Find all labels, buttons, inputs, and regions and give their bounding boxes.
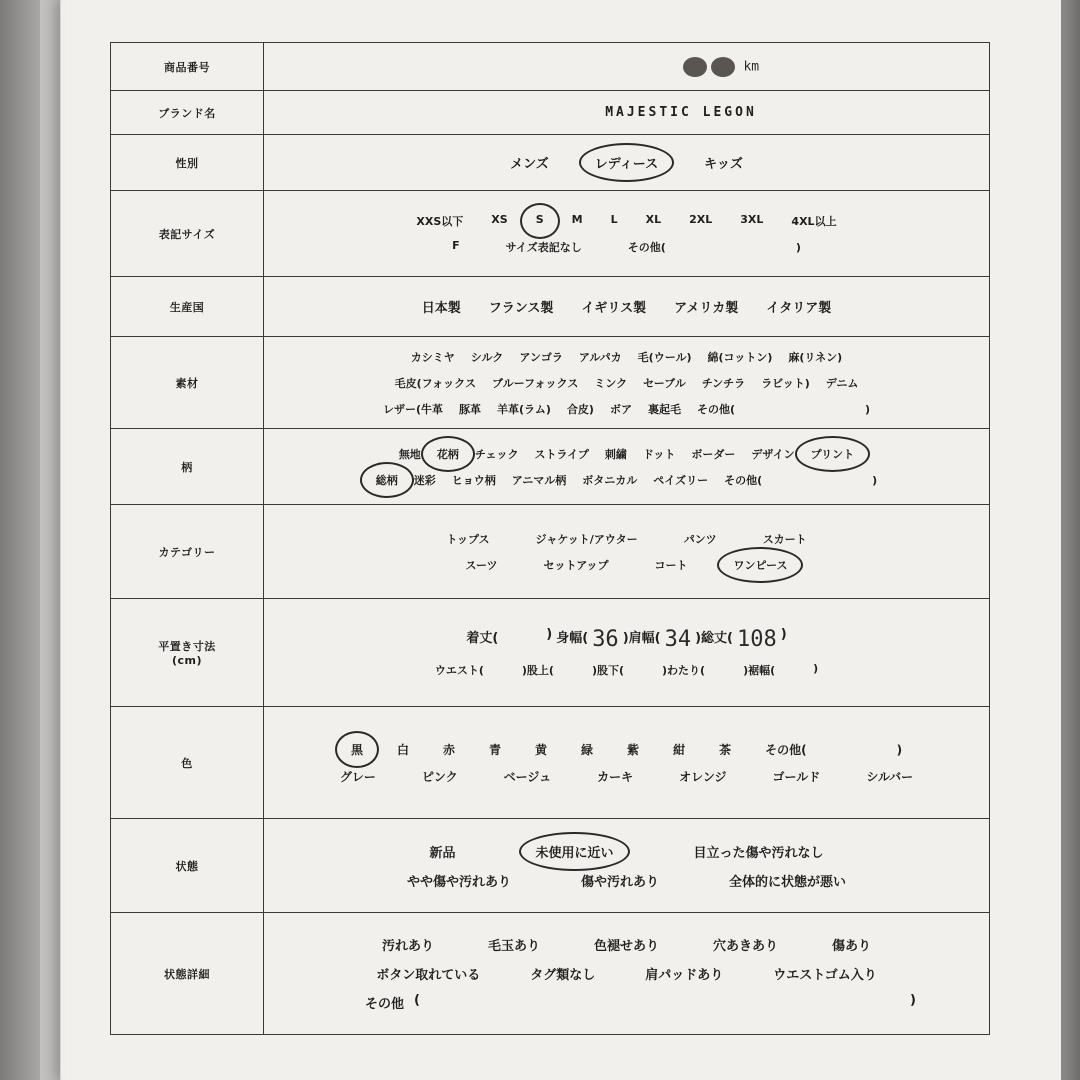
- pattern-option-selected: 総柄: [375, 473, 398, 487]
- category-option: スカート: [762, 532, 807, 546]
- size-option: M: [571, 212, 583, 226]
- color-line-1: [265, 741, 988, 758]
- other-close: ): [865, 402, 871, 416]
- measure-line-1: [265, 627, 988, 652]
- label-item-no: 商品番号: [111, 43, 264, 91]
- country-option: イタリア製: [766, 301, 832, 316]
- pattern-option-other: [724, 472, 877, 488]
- color-option: 緑: [581, 742, 594, 757]
- size-option: XXS以下: [416, 214, 464, 228]
- label-condition: 状態: [111, 819, 264, 913]
- material-option: シルク: [470, 350, 504, 364]
- sleeve-edge: [40, 0, 70, 1080]
- material-line-3: [265, 401, 988, 417]
- detail-option: 毛玉あり: [487, 939, 540, 954]
- category-options: [264, 505, 990, 599]
- category-option: ジャケット/アウター: [535, 532, 638, 546]
- material-option: ラビット): [761, 376, 810, 390]
- sotake-label: )総丈(: [695, 631, 733, 646]
- row-condition: [111, 819, 990, 913]
- size-option: 3XL: [740, 212, 764, 226]
- condition-detail-options: [264, 913, 990, 1035]
- pattern-option: 刺繍: [604, 447, 627, 461]
- pattern-line-1: [265, 446, 988, 462]
- condition-option: やや傷や汚れあり: [406, 874, 511, 890]
- other-open: その他(: [627, 240, 666, 254]
- detail-option: 色褪せあり: [593, 939, 659, 954]
- label-condition-detail: 状態詳細: [111, 913, 264, 1035]
- row-category: [111, 505, 990, 599]
- pattern-option: ボタニカル: [582, 473, 638, 487]
- pattern-option: チェック: [474, 447, 519, 461]
- material-option: 綿(コットン): [707, 350, 773, 364]
- gender-options: [264, 135, 990, 191]
- pattern-option: ドット: [642, 447, 676, 461]
- country-option: イギリス製: [581, 301, 647, 316]
- pattern-option: アニマル柄: [511, 473, 567, 487]
- detail-line-1: [265, 935, 988, 954]
- measure-field: )わたり(: [662, 664, 706, 677]
- color-option: グレー: [339, 769, 376, 784]
- condition-option: 新品: [429, 845, 456, 861]
- country-options: [264, 277, 990, 337]
- material-option: 羊革(ラム): [496, 402, 551, 416]
- kitake-label: 着丈(: [466, 631, 499, 646]
- detail-option: 穴あきあり: [713, 939, 779, 954]
- kitake-close: ): [546, 627, 553, 642]
- condition-option: 目立った傷や汚れなし: [693, 845, 824, 861]
- size-option: L: [610, 212, 618, 226]
- gender-line: [265, 153, 988, 172]
- material-option: レザー(牛革: [382, 402, 443, 416]
- category-option: コート: [654, 558, 688, 572]
- mihaba-label: 身幅(: [556, 631, 589, 646]
- size-option: サイズ表記なし: [505, 240, 582, 254]
- color-option: 白: [396, 742, 409, 757]
- detail-option: 汚れあり: [381, 939, 434, 954]
- material-option: デニム: [825, 376, 859, 390]
- material-option: 裏起毛: [647, 402, 681, 416]
- condition-options: [264, 819, 990, 913]
- measure-close: ): [780, 627, 787, 642]
- color-option-other: [765, 741, 902, 758]
- other-close: ): [896, 742, 903, 757]
- country-option: フランス製: [488, 301, 554, 316]
- pattern-option-selected: プリント: [810, 447, 855, 461]
- material-option: 毛皮(フォックス: [394, 376, 477, 390]
- material-option: カシミヤ: [410, 350, 455, 364]
- size-option-selected: S: [536, 213, 544, 229]
- color-option: ゴールド: [772, 769, 821, 784]
- sotake-value: 108: [736, 627, 777, 652]
- size-option: 4XL以上: [791, 214, 837, 228]
- color-option: 青: [488, 742, 501, 757]
- smudge-mark: [683, 57, 707, 77]
- mihaba-value: 36: [592, 627, 619, 652]
- category-line-2: [265, 557, 988, 573]
- measure-field: ウエスト(: [434, 664, 484, 677]
- other-open: その他(: [724, 473, 763, 487]
- color-option: ベージュ: [503, 769, 552, 784]
- gender-option: メンズ: [510, 157, 549, 172]
- detail-line-3: [265, 993, 988, 1012]
- pattern-option-selected: 花柄: [436, 447, 459, 461]
- katahaba-value: 34: [664, 627, 692, 652]
- label-pattern: 柄: [111, 429, 264, 505]
- row-item-no: [111, 43, 990, 91]
- material-option: セーブル: [643, 376, 686, 390]
- measure-line-2: [265, 662, 988, 678]
- material-option: 合皮): [566, 402, 594, 416]
- gender-option-selected: レディース: [595, 153, 658, 172]
- pattern-option: ペイズリー: [653, 473, 709, 487]
- other-close: ): [795, 240, 801, 254]
- size-option: XL: [645, 212, 662, 226]
- label-material: 素材: [111, 337, 264, 429]
- row-size: [111, 191, 990, 277]
- brand-value: MAJESTIC LEGON: [264, 91, 990, 135]
- detail-option: ボタン取れている: [376, 968, 481, 983]
- color-option: シルバー: [866, 769, 914, 784]
- material-option: 毛(ウール): [637, 350, 692, 364]
- row-material: [111, 337, 990, 429]
- material-options: [264, 337, 990, 429]
- pattern-option: ボーダー: [691, 447, 736, 461]
- label-measure: [111, 599, 264, 707]
- detail-option-other: その他: [365, 997, 405, 1012]
- measure-label: 平置き寸法: [158, 640, 216, 653]
- smudge-mark: [711, 57, 735, 77]
- material-option: 豚革: [458, 402, 481, 416]
- category-line-1: [265, 531, 988, 547]
- label-category: カテゴリー: [111, 505, 264, 599]
- color-option: 紺: [673, 742, 686, 757]
- other-open: その他(: [696, 402, 735, 416]
- other-open: (: [414, 993, 420, 1008]
- condition-option-selected: 未使用に近い: [535, 842, 613, 861]
- other-close: ): [872, 473, 878, 487]
- country-option: アメリカ製: [674, 301, 739, 316]
- form-table: [110, 42, 990, 1035]
- item-form: [110, 42, 990, 1034]
- color-option: 赤: [442, 742, 455, 757]
- row-brand: [111, 91, 990, 135]
- pattern-option: デザイン: [751, 447, 795, 461]
- label-size: 表記サイズ: [111, 191, 264, 277]
- color-option: 茶: [719, 742, 732, 757]
- color-option-selected: 黒: [350, 742, 363, 757]
- pattern-line-2: [265, 472, 988, 488]
- material-option: アルパカ: [578, 350, 622, 364]
- material-option-other: [697, 401, 870, 417]
- material-line-2: [265, 375, 988, 391]
- material-option: 麻(リネン): [788, 350, 843, 364]
- size-option: XS: [491, 212, 508, 226]
- pattern-options: [264, 429, 990, 505]
- category-option-selected: ワンピース: [733, 558, 788, 572]
- pattern-option: 迷彩: [413, 473, 436, 487]
- size-option: 2XL: [689, 212, 713, 226]
- measure-field: )股上(: [521, 664, 554, 677]
- color-line-2: [265, 768, 988, 785]
- condition-line-1: [265, 842, 988, 861]
- measure-unit: (cm): [171, 654, 203, 667]
- material-option: チンチラ: [701, 376, 746, 390]
- label-brand: ブランド名: [111, 91, 264, 135]
- item-no-value: [264, 43, 990, 91]
- size-options: [264, 191, 990, 277]
- category-option: セットアップ: [543, 558, 609, 572]
- row-pattern: [111, 429, 990, 505]
- material-line-1: [265, 349, 988, 365]
- color-options: [264, 707, 990, 819]
- color-option: オレンジ: [679, 769, 727, 784]
- country-line: [265, 297, 988, 316]
- pattern-option: 無地: [398, 447, 421, 461]
- category-option: パンツ: [683, 532, 717, 546]
- detail-option: 肩パッドあり: [645, 968, 724, 983]
- size-line-2: [265, 239, 988, 255]
- detail-line-2: [265, 964, 988, 983]
- detail-option: タグ類なし: [530, 968, 596, 983]
- size-line-1: [265, 213, 988, 229]
- katahaba-label: )肩幅(: [622, 631, 661, 646]
- measure-field: )裾幅(: [743, 664, 776, 677]
- other-open: その他(: [765, 742, 807, 757]
- category-option: スーツ: [465, 558, 498, 572]
- material-option: ボア: [609, 402, 632, 416]
- size-option: F: [452, 238, 460, 252]
- row-country: [111, 277, 990, 337]
- other-close: ): [909, 993, 916, 1008]
- label-color: 色: [111, 707, 264, 819]
- measure-values: [264, 599, 990, 707]
- gender-option: キッズ: [704, 157, 743, 172]
- detail-option: ウエストゴム入り: [773, 968, 877, 983]
- country-option: 日本製: [421, 301, 461, 316]
- detail-option: 傷あり: [832, 939, 872, 954]
- category-option: トップス: [446, 532, 490, 546]
- pattern-option: ヒョウ柄: [451, 473, 496, 487]
- row-color: [111, 707, 990, 819]
- color-option: 黄: [535, 742, 548, 757]
- item-no-text: km: [743, 59, 760, 74]
- material-option: ブルーフォックス: [492, 376, 579, 390]
- color-option: カーキ: [597, 769, 634, 784]
- row-measure: [111, 599, 990, 707]
- color-option: 紫: [627, 742, 640, 757]
- condition-option: 傷や汚れあり: [580, 874, 659, 890]
- measure-field: ): [813, 662, 819, 675]
- row-condition-detail: [111, 913, 990, 1035]
- condition-line-2: [265, 871, 988, 890]
- label-country: 生産国: [111, 277, 264, 337]
- row-gender: [111, 135, 990, 191]
- material-option: アンゴラ: [519, 350, 563, 364]
- material-option: ミンク: [594, 376, 628, 390]
- measure-field: )股下(: [591, 664, 624, 677]
- label-gender: 性別: [111, 135, 264, 191]
- color-option: ピンク: [421, 769, 458, 784]
- size-option-other: [628, 239, 801, 255]
- pattern-option: ストライプ: [534, 447, 589, 461]
- condition-option: 全体的に状態が悪い: [729, 874, 847, 890]
